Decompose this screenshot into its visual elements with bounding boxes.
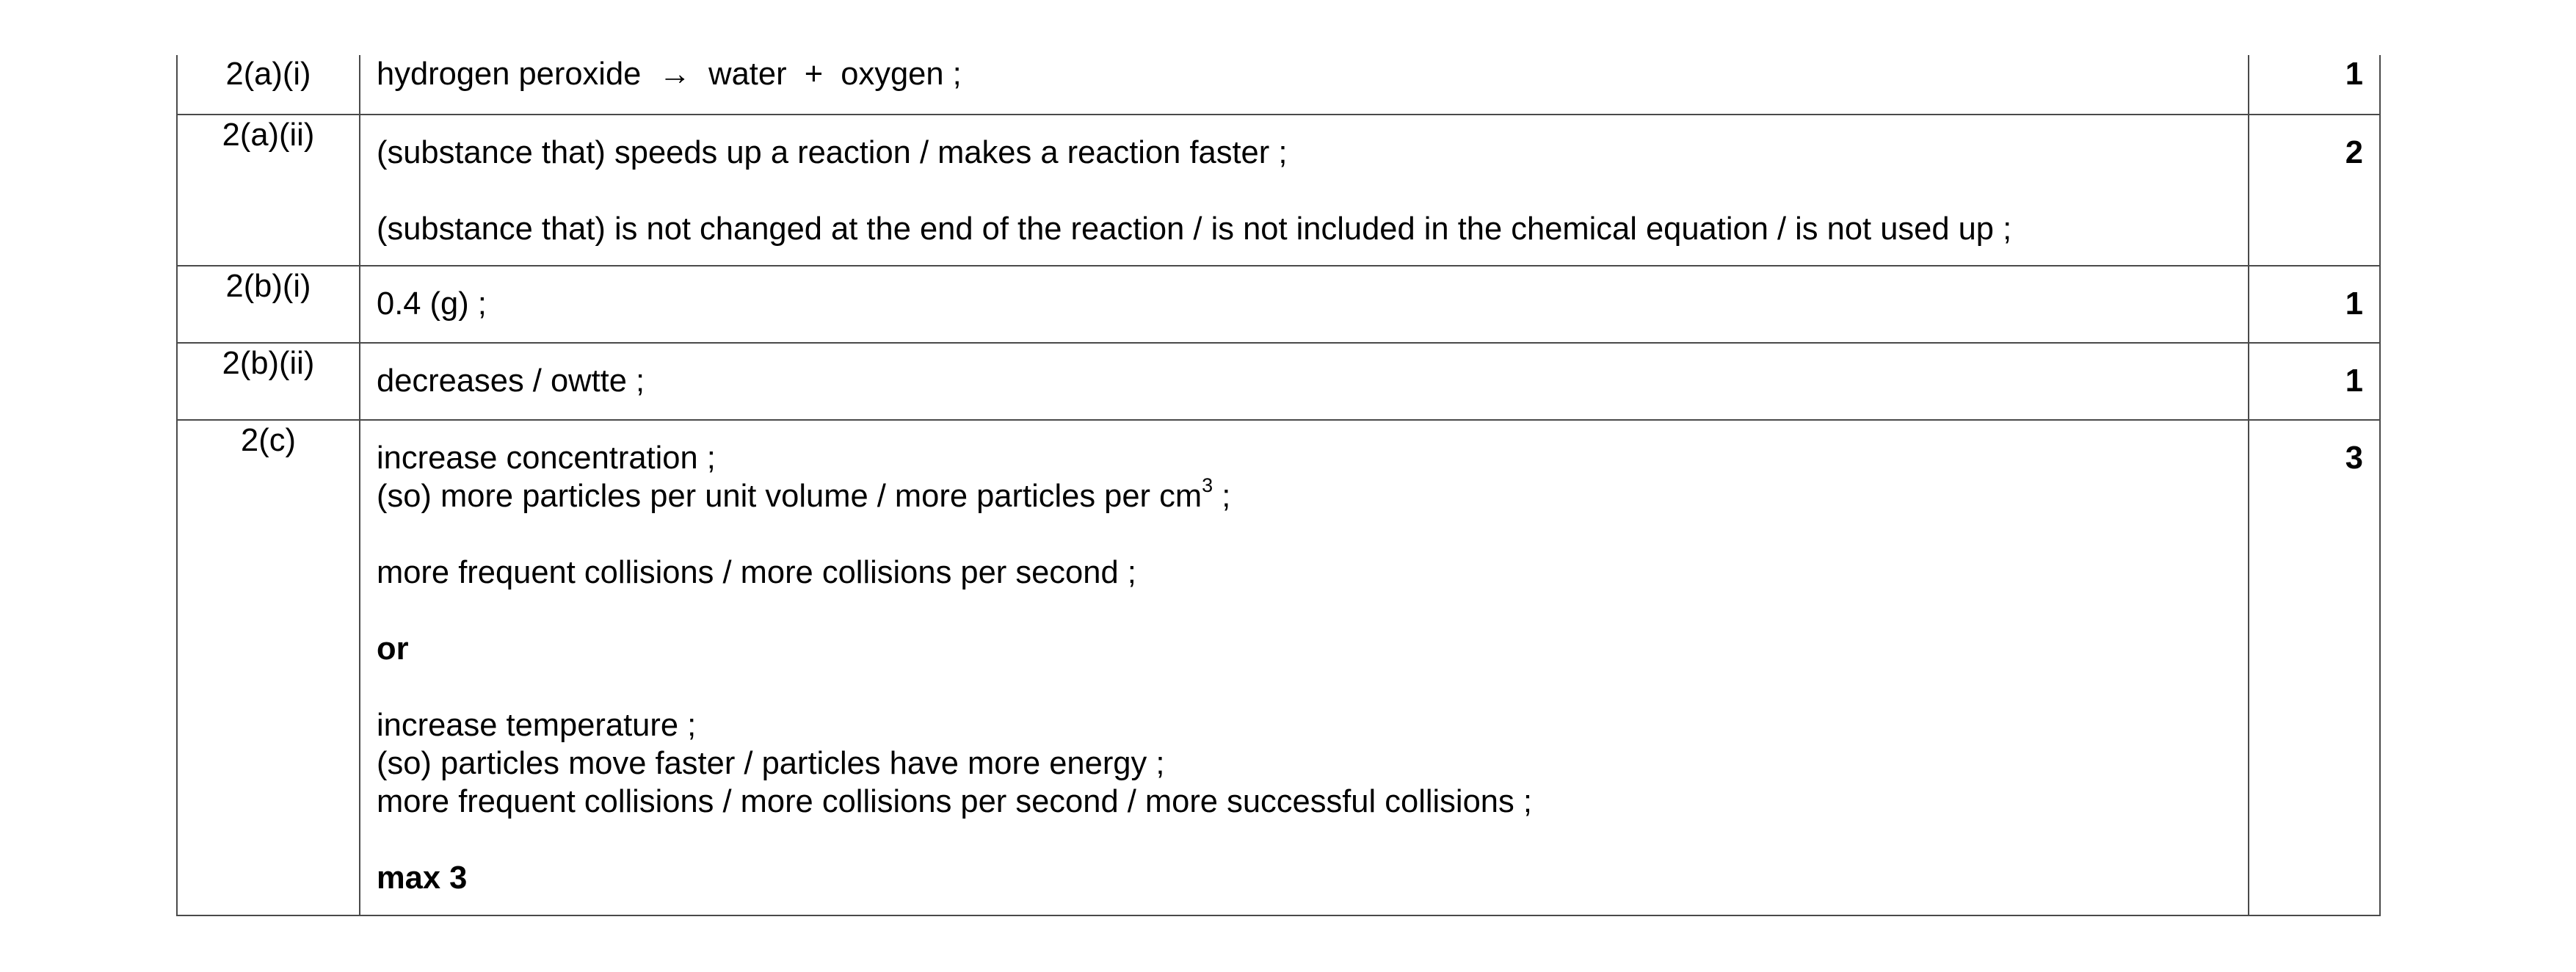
answer-line: hydrogen peroxide → water + oxygen ; (377, 57, 962, 92)
answer-line: (substance that) speeds up a reaction / makes a reaction faster ; (377, 135, 1288, 170)
answer-line: increase concentration ; (377, 440, 716, 476)
or-separator: or (377, 631, 409, 667)
answer-cell (360, 420, 2249, 915)
max-marks-note: max 3 (377, 860, 468, 896)
table-row (177, 420, 2380, 915)
question-number: 2(b)(ii) (177, 343, 360, 420)
marks-value: 1 (2249, 55, 2380, 115)
answer-line: increase temperature ; (377, 708, 697, 743)
marks-value: 3 (2249, 420, 2380, 915)
table-row (177, 55, 2380, 115)
answer-line: decreases / owtte ; (377, 363, 645, 399)
question-number: 2(c) (177, 420, 360, 915)
table-row (177, 343, 2380, 420)
marks-value: 1 (2249, 266, 2380, 343)
answer-cell (360, 55, 2249, 115)
mark-scheme-table (176, 55, 2381, 916)
question-number: 2(b)(i) (177, 266, 360, 343)
answer-cell (360, 266, 2249, 343)
question-number: 2(a)(ii) (177, 115, 360, 266)
table-row (177, 115, 2380, 266)
marks-value: 1 (2249, 343, 2380, 420)
answer-line: more frequent collisions / more collisions per second / more successful collisions ; (377, 784, 1532, 819)
superscript-three: 3 (1202, 474, 1213, 497)
marks-value: 2 (2249, 115, 2380, 266)
answer-line: (substance that) is not changed at the end of the reaction / is not included in the chemical equation / is not used up ; (377, 211, 2012, 247)
answer-line: 0.4 (g) ; (377, 286, 487, 322)
answer-line: (so) more particles per unit volume / more particles per $cm^3$ ; (377, 474, 1231, 514)
table-row (177, 266, 2380, 343)
question-number: 2(a)(i) (177, 55, 360, 115)
answer-cell (360, 343, 2249, 420)
answer-cell (360, 115, 2249, 266)
answer-line: (so) particles move faster / particles have more energy ; (377, 746, 1165, 781)
answer-line: more frequent collisions / more collisions per second ; (377, 555, 1136, 590)
